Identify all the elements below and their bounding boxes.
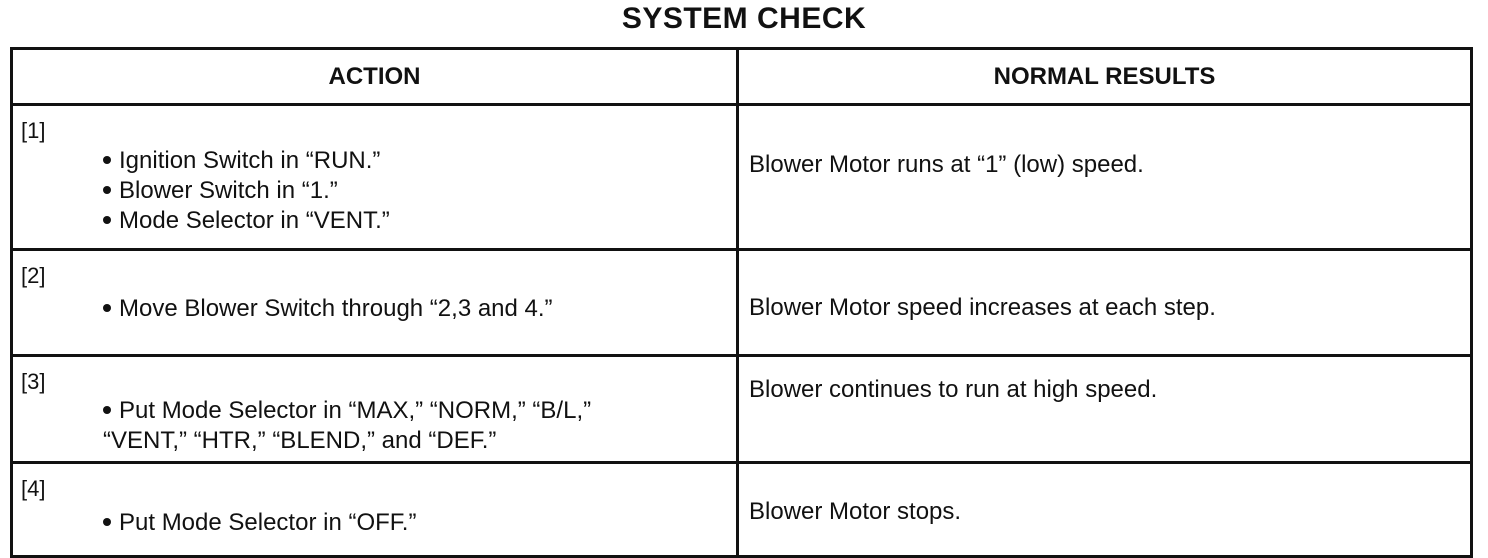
result-cell [738, 463, 1472, 557]
table-row [12, 356, 1472, 463]
result-text: Blower continues to run at high speed. [749, 376, 1158, 403]
system-check-table [10, 47, 1473, 558]
table-row [12, 250, 1472, 356]
result-cell [738, 105, 1472, 250]
page-title: SYSTEM CHECK [621, 2, 867, 35]
table-header-row [12, 49, 1472, 105]
action-item [103, 206, 736, 236]
result-cell [738, 356, 1472, 463]
action-cell [12, 105, 738, 250]
action-column-header: ACTION [12, 49, 738, 105]
action-item-continuation [103, 426, 736, 456]
bullet-icon [103, 216, 111, 224]
table-row [12, 463, 1472, 557]
action-list [13, 501, 736, 538]
results-column-header: NORMAL RESULTS [738, 49, 1472, 105]
step-number: [1] [21, 118, 46, 143]
step-number: [4] [21, 476, 46, 501]
step-number: [3] [21, 369, 46, 394]
action-text: Blower Switch in “1.” [119, 177, 338, 204]
action-list [13, 288, 736, 324]
bullet-icon [103, 304, 111, 312]
action-item [103, 176, 736, 206]
action-text: Mode Selector in “VENT.” [119, 207, 390, 234]
action-list [13, 143, 736, 236]
result-text: Blower Motor stops. [749, 498, 962, 525]
result-text: Blower Motor speed increases at each step. [749, 294, 1216, 321]
action-cell [12, 463, 738, 557]
bullet-icon [103, 518, 111, 526]
bullet-icon [103, 156, 111, 164]
action-text: Put Mode Selector in “OFF.” [119, 509, 417, 536]
action-list [13, 394, 736, 456]
step-number: [2] [21, 263, 46, 288]
table-row [12, 105, 1472, 250]
action-text: “VENT,” “HTR,” “BLEND,” and “DEF.” [103, 427, 497, 454]
action-text: Move Blower Switch through “2,3 and 4.” [119, 295, 553, 322]
action-text: Put Mode Selector in “MAX,” “NORM,” “B/L,” [119, 397, 592, 424]
result-cell [738, 250, 1472, 356]
action-item [103, 508, 736, 538]
action-item [103, 294, 736, 324]
action-item [103, 146, 736, 176]
action-item [103, 396, 736, 426]
result-text: Blower Motor runs at “1” (low) speed. [749, 151, 1144, 178]
bullet-icon [103, 406, 111, 414]
action-cell [12, 356, 738, 463]
action-text: Ignition Switch in “RUN.” [119, 147, 381, 174]
bullet-icon [103, 186, 111, 194]
action-cell [12, 250, 738, 356]
